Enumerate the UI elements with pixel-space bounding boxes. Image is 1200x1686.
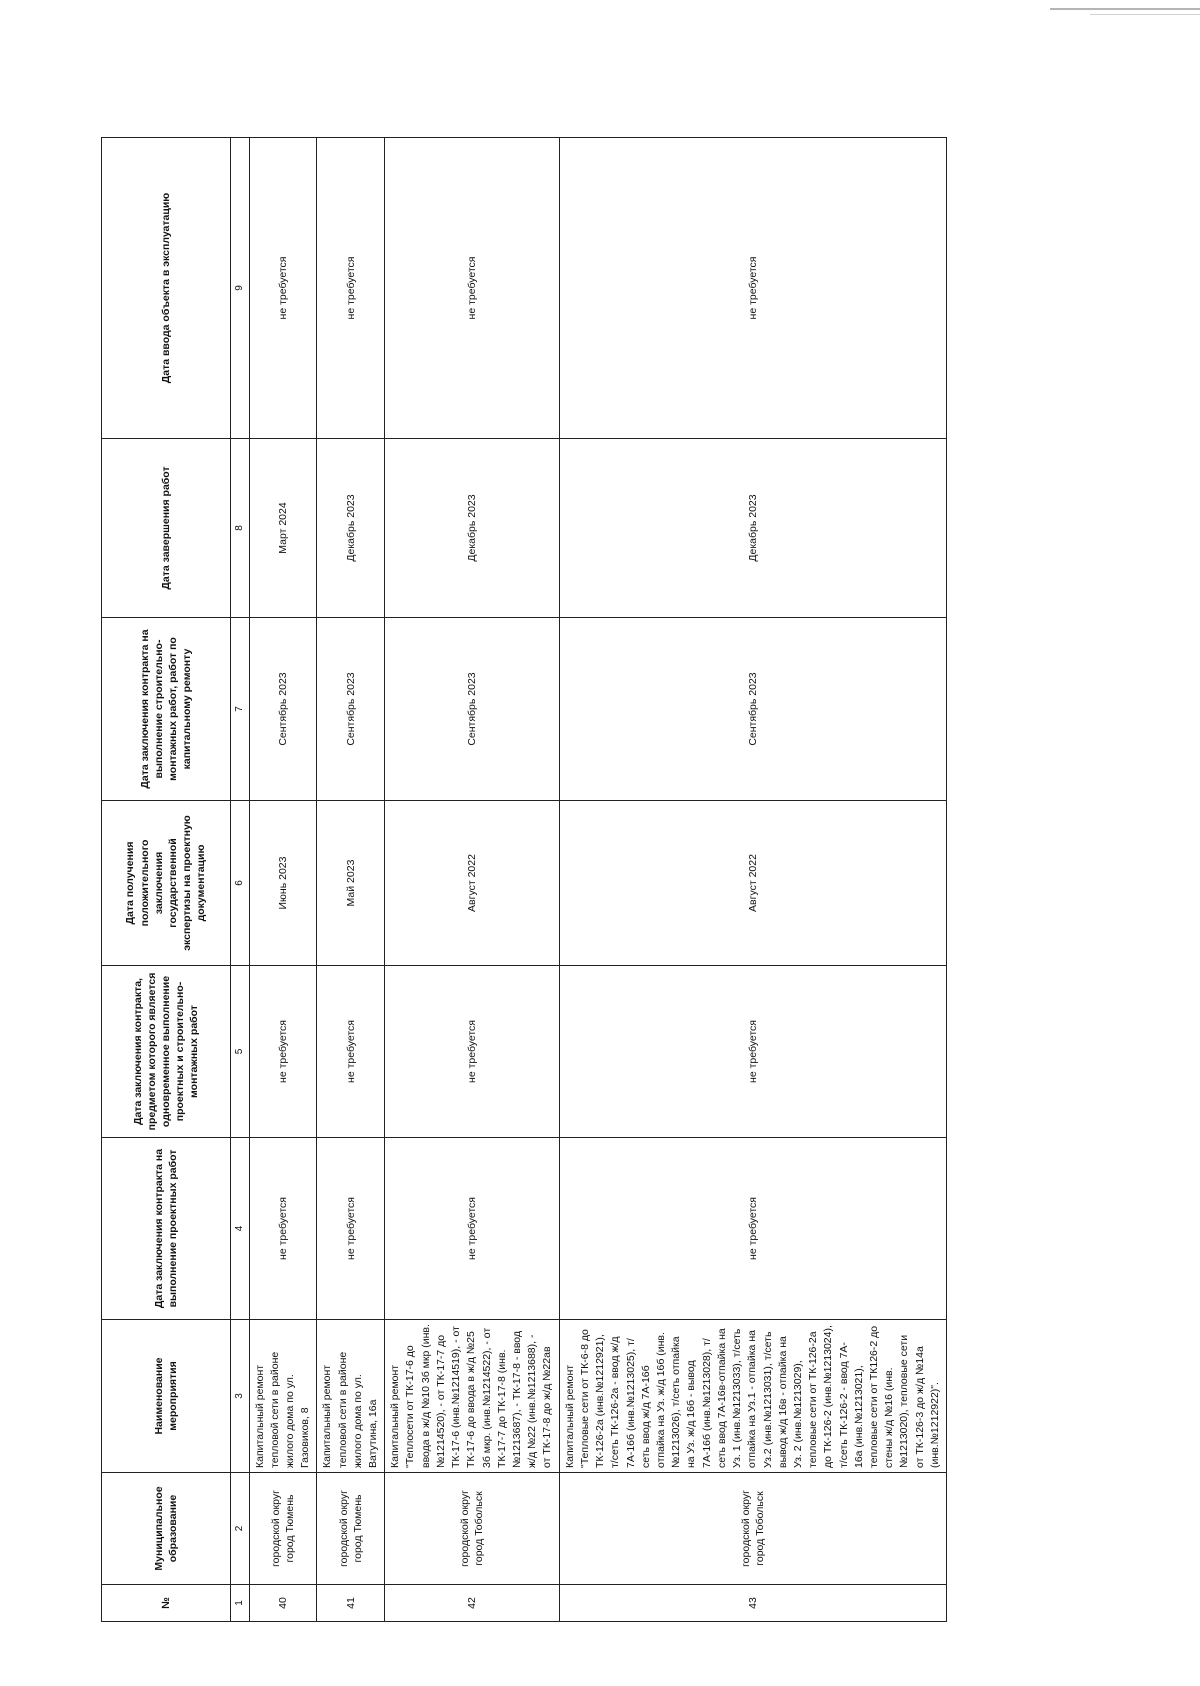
construction-contract-cell: Сентябрь 2023 <box>559 618 946 801</box>
municipality-cell: городской округ город Тюмень <box>317 1473 385 1585</box>
header-municipality: Муниципальное образование <box>102 1473 231 1585</box>
column-number: 2 <box>231 1473 250 1585</box>
table-row <box>559 138 946 1622</box>
header-combined-contract-date: Дата заключения контракта, предметом которого является одновременное выполнение проектных и строительно-монтажных работ <box>102 966 231 1138</box>
column-number: 4 <box>231 1138 250 1320</box>
header-number: № <box>102 1585 231 1622</box>
table-row <box>317 138 385 1622</box>
design-contract-cell: не требуется <box>385 1138 559 1320</box>
table-row <box>385 138 559 1622</box>
combined-contract-cell: не требуется <box>249 966 317 1138</box>
commissioning-cell: не требуется <box>249 138 317 439</box>
rotated-page-content <box>101 138 941 1622</box>
event-name-cell: Капитальный ремонт "Теплосети от ТК-17-6 до ввода в ж/д №10 3б мкр (инв.№1214520), - от ТК-17-7 до ТК-17-6 (инв.№1214519), - от ТК-17-6 до ввода в ж/д №25 3б мкр. (инв.№1214522), - от ТК-17-7 до ТК-17-8 (инв.№1213687), - ТК-17-8 - ввод ж/д №22 (инв.№1213688), - от ТК-17-8 до ж/д №22ав <box>385 1320 559 1473</box>
completion-cell: Декабрь 2023 <box>385 439 559 618</box>
expertise-cell: Май 2023 <box>317 801 385 966</box>
header-construction-contract-date: Дата заключения контракта на выполнение строительно-монтажных работ, работ по капитальному ремонту <box>102 618 231 801</box>
column-number: 7 <box>231 618 250 801</box>
design-contract-cell: не требуется <box>559 1138 946 1320</box>
column-number: 3 <box>231 1320 250 1473</box>
construction-contract-cell: Сентябрь 2023 <box>317 618 385 801</box>
column-number: 1 <box>231 1585 250 1622</box>
schedule-table <box>101 137 947 1622</box>
header-row <box>102 138 231 1622</box>
event-name-cell: Капитальный ремонт тепловой сети в районе жилого дома по ул. Ватутина, 16а <box>317 1320 385 1473</box>
design-contract-cell: не требуется <box>249 1138 317 1320</box>
header-commissioning-date: Дата ввода объекта в эксплуатацию <box>102 138 231 439</box>
combined-contract-cell: не требуется <box>385 966 559 1138</box>
row-number: 41 <box>317 1585 385 1622</box>
construction-contract-cell: Сентябрь 2023 <box>249 618 317 801</box>
completion-cell: Декабрь 2023 <box>317 439 385 618</box>
column-number: 9 <box>231 138 250 439</box>
row-number: 42 <box>385 1585 559 1622</box>
commissioning-cell: не требуется <box>559 138 946 439</box>
event-name-cell: Капитальный ремонт "Тепловые сети от ТК-6-8 до ТК-126-2а (инв.№1212921), т/сеть ТК-126-2а - ввод ж/д 7А-16б (инв.№1213025), т/сеть ввод ж/д 7А-16б отпайка на Уз. ж/д 16б (инв.№1213026), т/сеть отпайка на Уз. ж/д 16б - вывод 7А-16б (инв.№1213028), т/сеть ввод 7А-16в-отпайка на Уз. 1 (инв.№1213033), т/сеть отпайка на Уз.1 - отпайка на Уз.2 (инв.№1213031), т/сеть вывод ж/д 16в - отпайка на Уз. 2 (инв.№1213029), тепловые сети от ТК-126-2а до ТК-126-2 (инв.№1213024), т/сеть ТК-126-2 - ввод 7А- 16а (инв.№1213021), тепловые сети от ТК126-2 до стены ж/д №16 (инв.№1213020), тепловые сети от ТК-126-3 до ж/д №14а (инв.№1212922)". <box>559 1320 946 1473</box>
municipality-cell: городской округ город Тюмень <box>249 1473 317 1585</box>
construction-contract-cell: Сентябрь 2023 <box>385 618 559 801</box>
completion-cell: Март 2024 <box>249 439 317 618</box>
column-number: 8 <box>231 439 250 618</box>
completion-cell: Декабрь 2023 <box>559 439 946 618</box>
commissioning-cell: не требуется <box>317 138 385 439</box>
column-number: 6 <box>231 801 250 966</box>
table-row <box>249 138 317 1622</box>
row-number: 40 <box>249 1585 317 1622</box>
header-design-contract-date: Дата заключения контракта на выполнение проектных работ <box>102 1138 231 1320</box>
design-contract-cell: не требуется <box>317 1138 385 1320</box>
municipality-cell: городской округ город Тобольск <box>385 1473 559 1585</box>
expertise-cell: Август 2022 <box>559 801 946 966</box>
header-event-name: Наименование мероприятия <box>102 1320 231 1473</box>
expertise-cell: Август 2022 <box>385 801 559 966</box>
event-name-cell: Капитальный ремонт тепловой сети в районе жилого дома по ул. Газовиков, 8 <box>249 1320 317 1473</box>
municipality-cell: городской округ город Тобольск <box>559 1473 946 1585</box>
row-number: 43 <box>559 1585 946 1622</box>
combined-contract-cell: не требуется <box>559 966 946 1138</box>
header-expertise-date: Дата получения положительного заключения государственной экспертизы на проектную документацию <box>102 801 231 966</box>
column-number-row <box>231 138 250 1622</box>
combined-contract-cell: не требуется <box>317 966 385 1138</box>
scan-edge-mark <box>1050 8 1200 10</box>
commissioning-cell: не требуется <box>385 138 559 439</box>
header-completion-date: Дата завершения работ <box>102 439 231 618</box>
column-number: 5 <box>231 966 250 1138</box>
scan-edge-mark-secondary <box>1090 14 1200 15</box>
expertise-cell: Июнь 2023 <box>249 801 317 966</box>
